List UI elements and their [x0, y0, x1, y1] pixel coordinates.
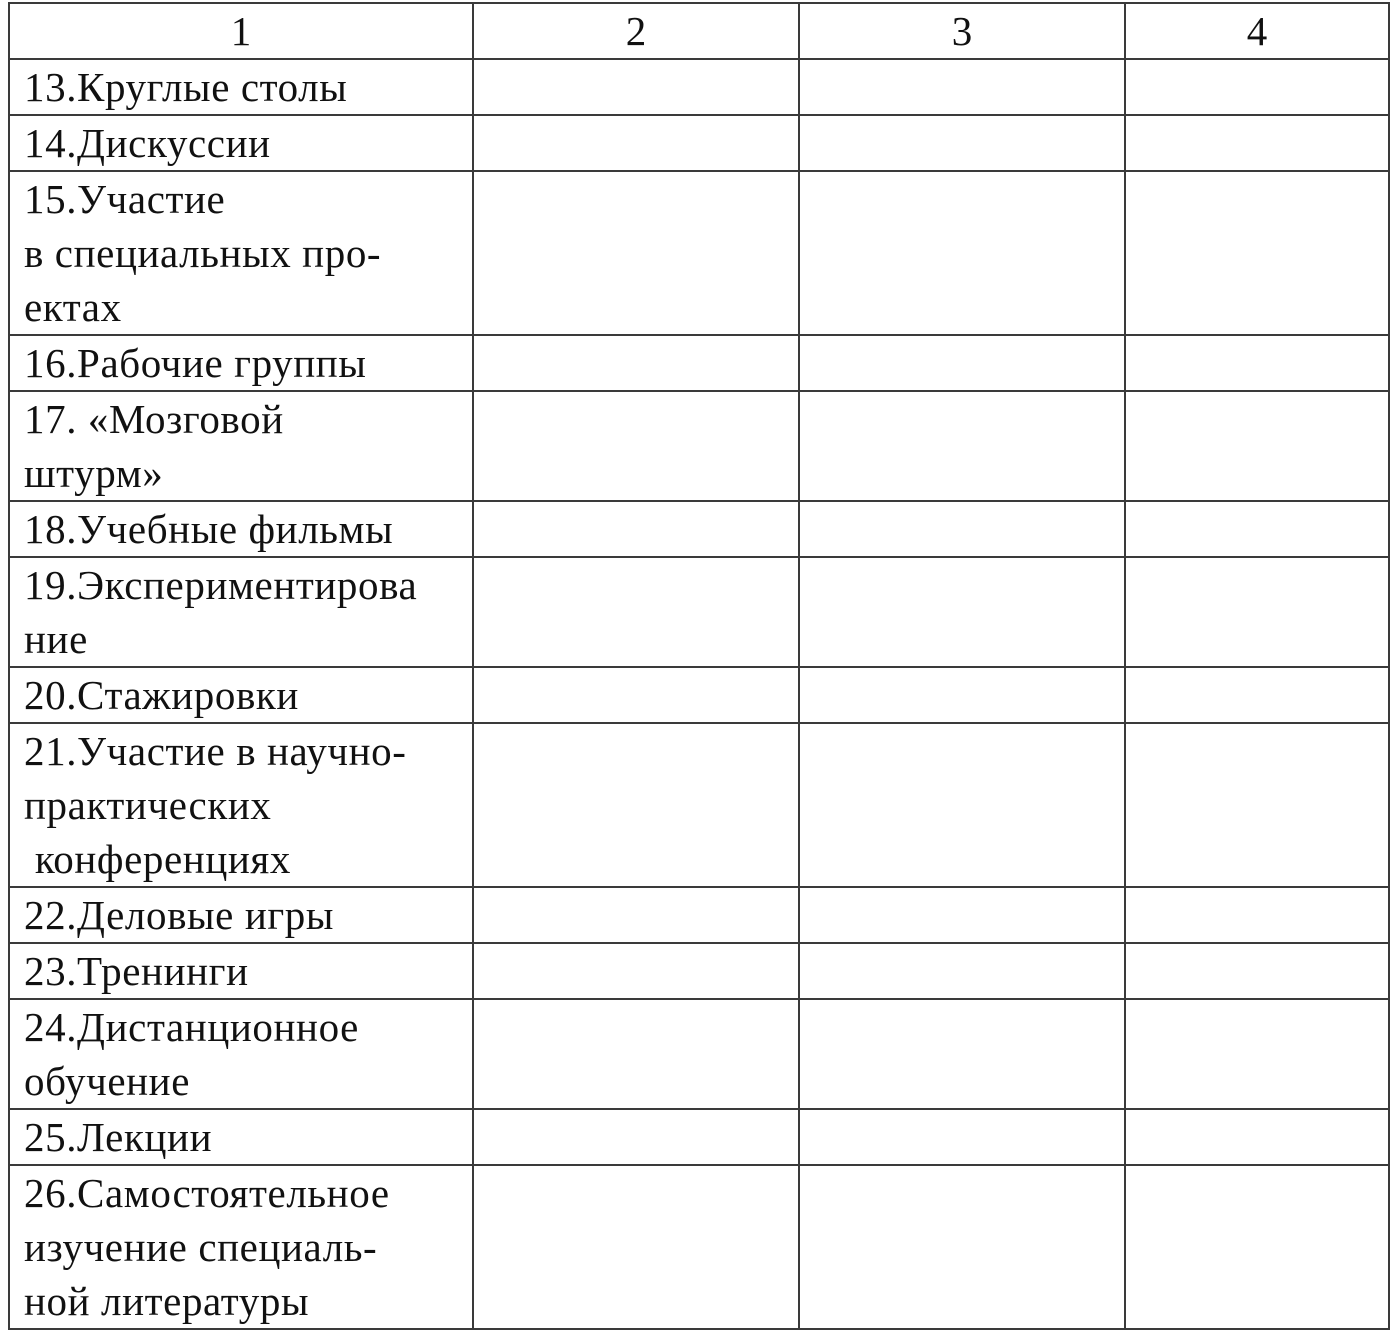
- method-label-cell: [9, 943, 473, 999]
- method-label-line: 23.Тренинги: [24, 948, 249, 994]
- empty-cell-col-2: [473, 943, 799, 999]
- method-label-cell: [9, 999, 473, 1109]
- table-row: [9, 171, 1389, 335]
- method-label-line: 15.Участие: [24, 176, 226, 222]
- method-label-cell: [9, 59, 473, 115]
- method-label-line: 20.Стажировки: [24, 672, 299, 718]
- empty-cell-col-4: [1125, 391, 1389, 501]
- table-row: [9, 115, 1389, 171]
- method-label-cell: [9, 171, 473, 335]
- table-row: [9, 501, 1389, 557]
- method-label-line: 25.Лекции: [24, 1114, 213, 1160]
- empty-cell-col-4: [1125, 999, 1389, 1109]
- empty-cell-col-2: [473, 335, 799, 391]
- table-row: [9, 557, 1389, 667]
- empty-cell-col-2: [473, 667, 799, 723]
- method-label-cell: [9, 667, 473, 723]
- method-label-cell: [9, 557, 473, 667]
- method-label-line: практических: [24, 782, 272, 828]
- empty-cell-col-3: [799, 943, 1125, 999]
- empty-cell-col-4: [1125, 723, 1389, 887]
- table-row: [9, 1165, 1389, 1329]
- method-label-line: 13.Круглые столы: [24, 64, 348, 110]
- method-label-line: 16.Рабочие группы: [24, 340, 367, 386]
- empty-cell-col-4: [1125, 1109, 1389, 1165]
- method-label-cell: [9, 723, 473, 887]
- header-col-1: 1: [9, 3, 473, 59]
- method-label-cell: [9, 115, 473, 171]
- empty-cell-col-2: [473, 557, 799, 667]
- empty-cell-col-3: [799, 391, 1125, 501]
- header-row: [9, 3, 1389, 59]
- empty-cell-col-2: [473, 391, 799, 501]
- empty-cell-col-2: [473, 171, 799, 335]
- empty-cell-col-4: [1125, 335, 1389, 391]
- empty-cell-col-4: [1125, 171, 1389, 335]
- method-label-line: в специальных про-: [24, 230, 382, 276]
- empty-cell-col-2: [473, 1165, 799, 1329]
- empty-cell-col-3: [799, 887, 1125, 943]
- method-label-line: 19.Экспериментирова: [24, 562, 418, 608]
- empty-cell-col-3: [799, 115, 1125, 171]
- empty-cell-col-4: [1125, 115, 1389, 171]
- empty-cell-col-2: [473, 501, 799, 557]
- method-label-line: изучение специаль-: [24, 1224, 378, 1270]
- empty-cell-col-4: [1125, 501, 1389, 557]
- empty-cell-col-2: [473, 115, 799, 171]
- header-col-4: 4: [1125, 3, 1389, 59]
- table-row: [9, 1109, 1389, 1165]
- table-row: [9, 335, 1389, 391]
- table-body: [9, 59, 1389, 1329]
- table-row: [9, 943, 1389, 999]
- empty-cell-col-3: [799, 723, 1125, 887]
- empty-cell-col-3: [799, 667, 1125, 723]
- method-label-cell: [9, 391, 473, 501]
- table-row: [9, 391, 1389, 501]
- table-row: [9, 887, 1389, 943]
- empty-cell-col-4: [1125, 887, 1389, 943]
- method-label-line: обучение: [24, 1058, 190, 1104]
- method-label-cell: [9, 1165, 473, 1329]
- method-label-line: 14.Дискуссии: [24, 120, 271, 166]
- empty-cell-col-3: [799, 557, 1125, 667]
- method-label-line: ектах: [24, 284, 122, 330]
- empty-cell-col-3: [799, 1165, 1125, 1329]
- method-label-line: 21.Участие в научно-: [24, 728, 407, 774]
- methods-table: [8, 2, 1390, 1330]
- method-label-line: 24.Дистанционное: [24, 1004, 359, 1050]
- empty-cell-col-4: [1125, 1165, 1389, 1329]
- header-col-2: 2: [473, 3, 799, 59]
- empty-cell-col-3: [799, 171, 1125, 335]
- empty-cell-col-2: [473, 887, 799, 943]
- empty-cell-col-4: [1125, 557, 1389, 667]
- method-label-cell: [9, 887, 473, 943]
- method-label-line: 17. «Мозговой: [24, 396, 284, 442]
- method-label-cell: [9, 1109, 473, 1165]
- empty-cell-col-2: [473, 999, 799, 1109]
- table-row: [9, 667, 1389, 723]
- method-label-line: конференциях: [24, 836, 291, 882]
- table-row: [9, 59, 1389, 115]
- empty-cell-col-3: [799, 59, 1125, 115]
- method-label-cell: [9, 335, 473, 391]
- header-col-3: 3: [799, 3, 1125, 59]
- method-label-line: 22.Деловые игры: [24, 892, 335, 938]
- method-label-line: 18.Учебные фильмы: [24, 506, 394, 552]
- empty-cell-col-2: [473, 1109, 799, 1165]
- table-row: [9, 723, 1389, 887]
- empty-cell-col-3: [799, 1109, 1125, 1165]
- empty-cell-col-2: [473, 59, 799, 115]
- empty-cell-col-4: [1125, 59, 1389, 115]
- empty-cell-col-3: [799, 335, 1125, 391]
- empty-cell-col-2: [473, 723, 799, 887]
- method-label-line: ной литературы: [24, 1278, 310, 1324]
- empty-cell-col-4: [1125, 943, 1389, 999]
- empty-cell-col-4: [1125, 667, 1389, 723]
- method-label-line: штурм»: [24, 450, 164, 496]
- empty-cell-col-3: [799, 999, 1125, 1109]
- method-label-line: 26.Самостоятельное: [24, 1170, 390, 1216]
- table-row: [9, 999, 1389, 1109]
- method-label-line: ние: [24, 616, 88, 662]
- method-label-cell: [9, 501, 473, 557]
- empty-cell-col-3: [799, 501, 1125, 557]
